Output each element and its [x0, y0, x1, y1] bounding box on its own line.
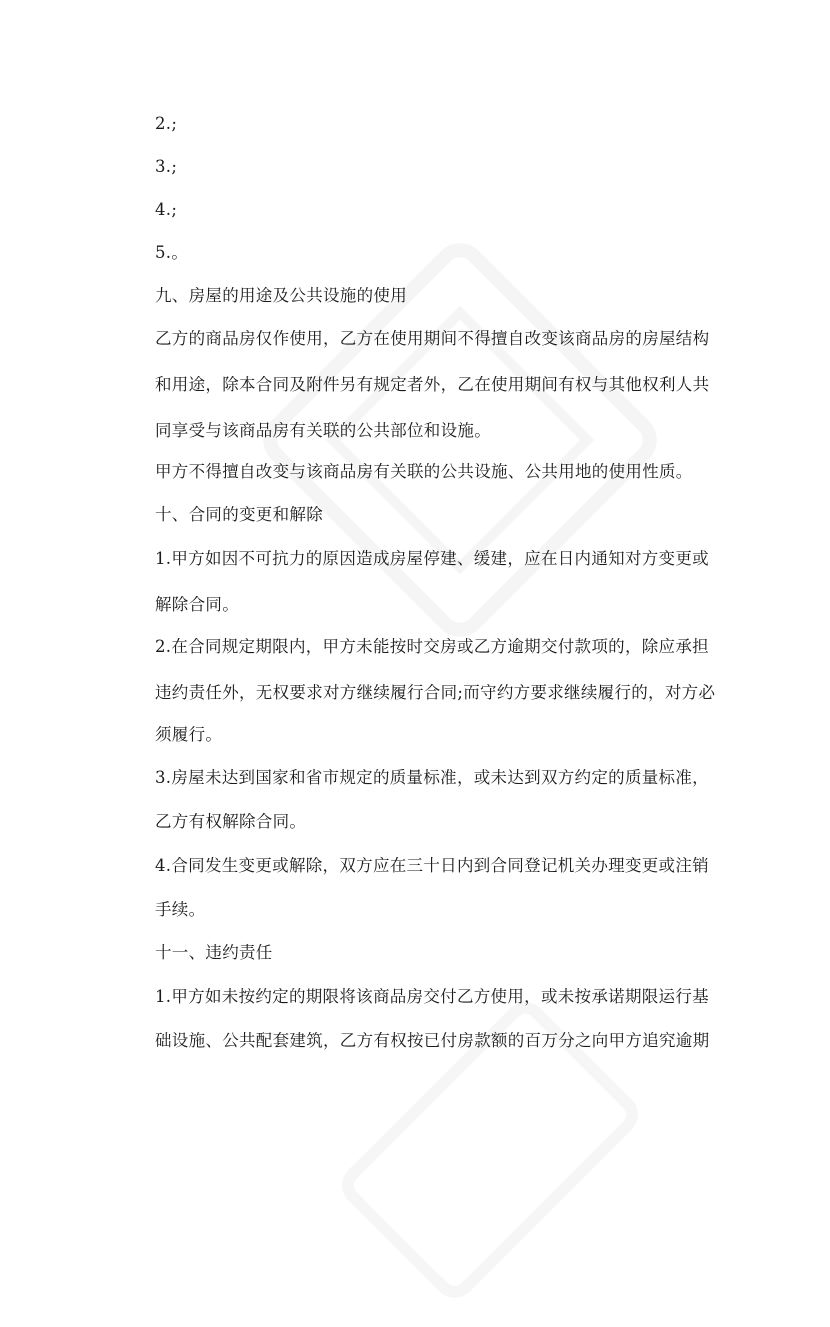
- text-line: 违约责任外，无权要求对方继续履行合同;而守约方要求继续履行的，对方必: [155, 683, 716, 702]
- text-line: 4.合同发生变更或解除，双方应在三十日内到合同登记机关办理变更或注销: [155, 856, 709, 875]
- text-line: 1.甲方如因不可抗力的原因造成房屋停建、缓建，应在日内通知对方变更或: [155, 549, 709, 568]
- text-line: 2.;: [155, 114, 178, 133]
- text-line: 乙方的商品房仅作使用，乙方在使用期间不得擅自改变该商品房的房屋结构: [155, 329, 710, 348]
- text-line: 乙方有权解除合同。: [155, 812, 307, 831]
- section-heading: 十、合同的变更和解除: [155, 505, 323, 524]
- text-line: 4.;: [155, 200, 178, 219]
- text-line: 同享受与该商品房有关联的公共部位和设施。: [155, 421, 491, 440]
- text-line: 2.在合同规定期限内，甲方未能按时交房或乙方逾期交付款项的，除应承担: [155, 637, 709, 656]
- text-line: 解除合同。: [155, 595, 239, 614]
- text-line: 和用途，除本合同及附件另有规定者外，乙在使用期间有权与其他权利人共: [155, 375, 710, 394]
- text-line: 手续。: [155, 900, 206, 919]
- text-line: 5.。: [155, 243, 189, 262]
- section-heading: 九、房屋的用途及公共设施的使用: [155, 286, 407, 305]
- text-line: 须履行。: [155, 725, 223, 744]
- text-line: 3.;: [155, 157, 178, 176]
- text-line: 甲方不得擅自改变与该商品房有关联的公共设施、公共用地的使用性质。: [155, 462, 693, 481]
- text-line: 础设施、公共配套建筑，乙方有权按已付房款额的百万分之向甲方追究逾期: [155, 1031, 710, 1050]
- section-heading: 十一、违约责任: [155, 943, 273, 962]
- text-line: 3.房屋未达到国家和省市规定的质量标准，或未达到双方约定的质量标准，: [155, 768, 709, 787]
- watermark-logo-icon: [313, 973, 667, 1327]
- text-line: 1.甲方如未按约定的期限将该商品房交付乙方使用，或未按承诺期限运行基: [155, 987, 709, 1006]
